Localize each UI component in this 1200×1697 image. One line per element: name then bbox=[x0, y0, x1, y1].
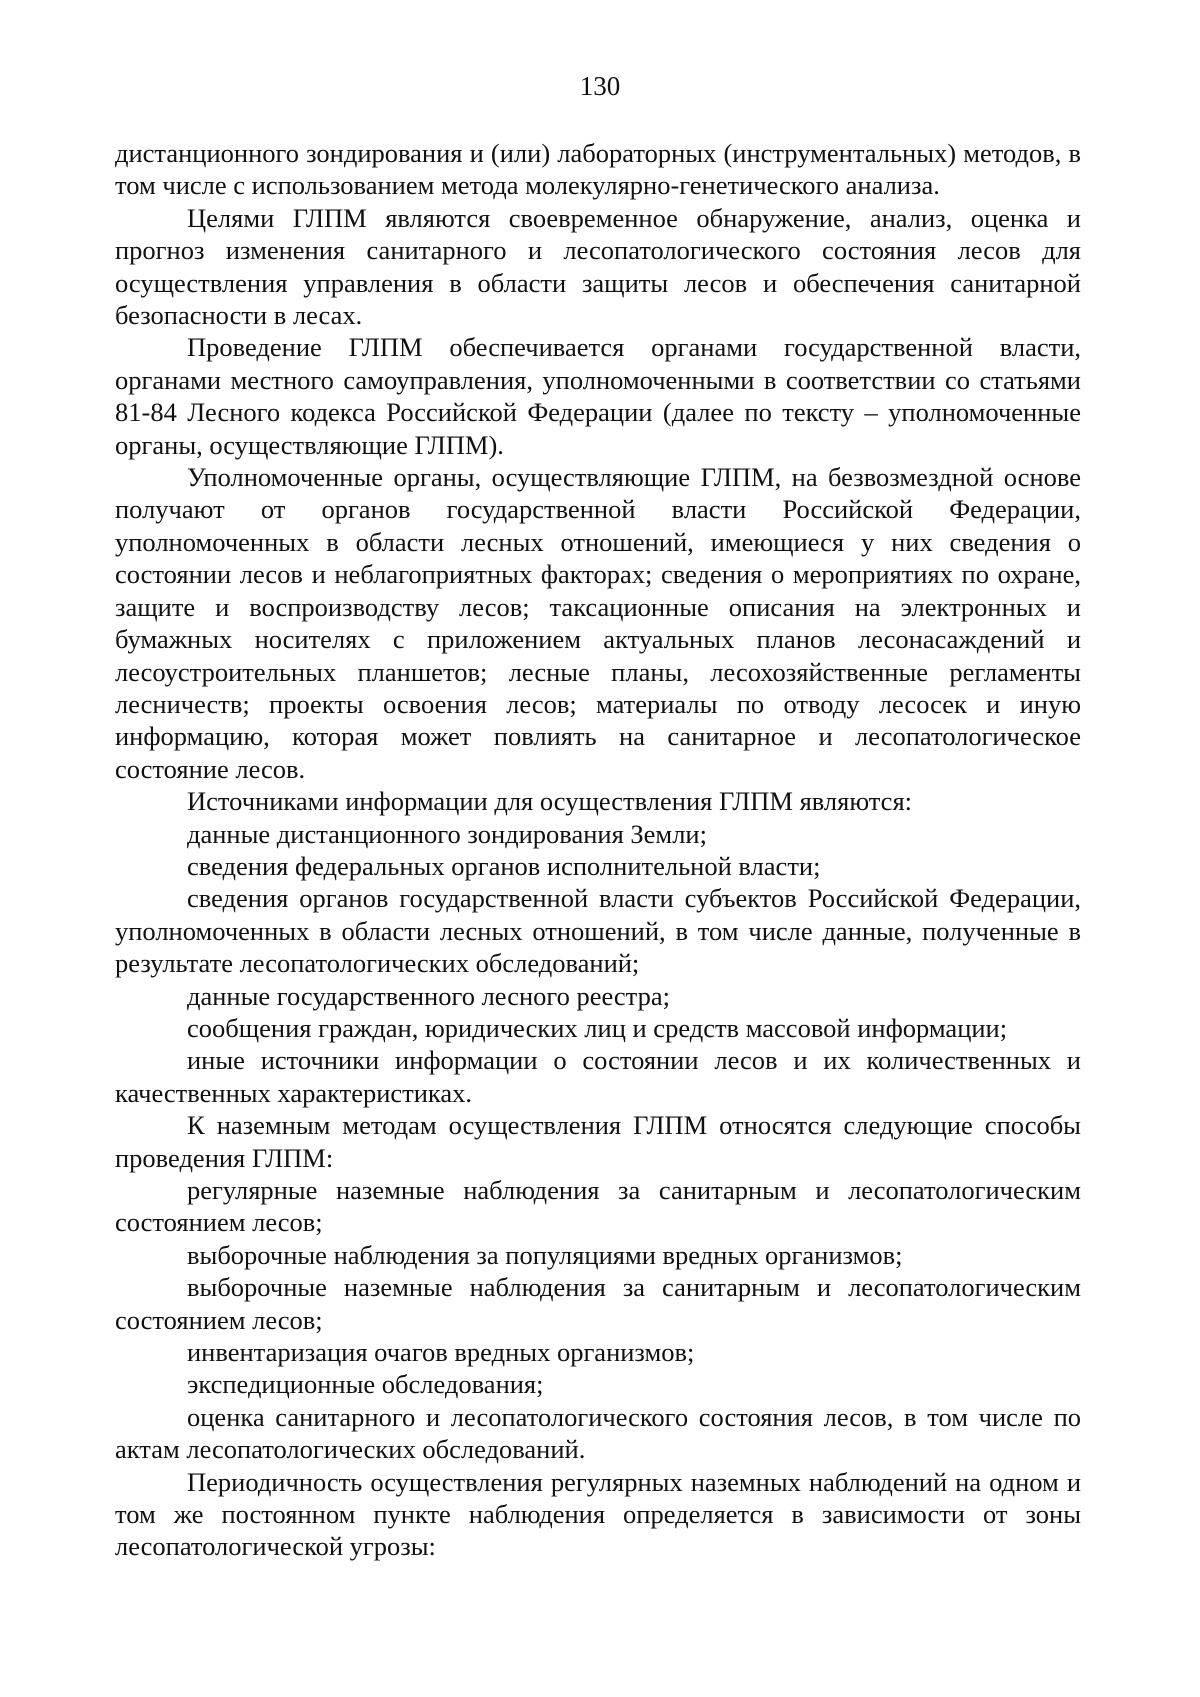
list-item-source: данные государственного лесного реестра; bbox=[187, 980, 670, 1011]
paragraph-methods-intro: К наземным методам осуществления ГЛПМ относятся следующие способы проведения ГЛПМ: bbox=[115, 1110, 1081, 1173]
list-item-method: оценка санитарного и лесопатологического состояния лесов, в том числе по актам лесопатологических обследований. bbox=[115, 1401, 1081, 1465]
list-item-source: сведения органов государственной власти субъектов Российской Федерации, уполномоченных в области лесных отношений, в том числе данные, полученные в результате лесопатологических обследований; bbox=[115, 883, 1081, 979]
list-item-source: сообщения граждан, юридических лиц и средств массовой информации; bbox=[187, 1012, 1008, 1043]
page-number: 130 bbox=[579, 71, 621, 101]
list-item-method: выборочные наблюдения за популяциями вредных организмов; bbox=[187, 1239, 903, 1270]
paragraph-sources-intro: Источниками информации для осуществления ГЛПМ являются: bbox=[187, 786, 912, 817]
list-item-source: сведения федеральных органов исполнительной власти; bbox=[187, 850, 821, 881]
list-item-source: данные дистанционного зондирования Земли; bbox=[187, 818, 707, 849]
list-item-source: иные источники информации о состоянии лесов и их количественных и качественных характеристиках. bbox=[115, 1045, 1081, 1108]
document-body bbox=[115, 137, 1081, 1563]
paragraph-conduct: Проведение ГЛПМ обеспечивается органами государственной власти, органами местного самоуправления, уполномоченными в соответствии со статьями 81-84 Лесного кодекса Российской Федерации (далее по тексту – уполномоченные органы, осуществляющие ГЛПМ). bbox=[115, 332, 1081, 460]
paragraph-goals: Целями ГЛПМ являются своевременное обнаружение, анализ, оценка и прогноз изменения санитарного и лесопатологического состояния лесов для осуществления управления в области защиты лесов и обеспечения санитарной безопасности в лесах. bbox=[115, 202, 1081, 331]
list-item-method: экспедиционные обследования; bbox=[187, 1369, 544, 1400]
paragraph-continuation: дистанционного зондирования и (или) лабораторных (инструментальных) методов, в том числе с использованием метода молекулярно-генетического анализа. bbox=[115, 138, 1081, 201]
list-item-method: инвентаризация очагов вредных организмов; bbox=[187, 1337, 695, 1368]
paragraph-authorized-bodies: Уполномоченные органы, осуществляющие ГЛПМ, на безвозмездной основе получают от органов государственной власти Российской Федерации, уполномоченных в области лесных отношений, имеющиеся у них сведения о состоянии лесов и неблагоприятных факторах; сведения о мероприятиях по охране, защите и воспроизводству лесов; таксационные описания на электронных и бумажных носителях с приложением актуальных планов лесонасаждений и лесоустроительных планшетов; лесные планы, лесохозяйственные регламенты лесничеств; проекты освоения лесов; материалы по отводу лесосек и иную информацию, которая может повлиять на санитарное и лесопатологическое состояние лесов. bbox=[115, 462, 1081, 784]
paragraph-periodicity: Периодичность осуществления регулярных наземных наблюдений на одном и том же постоянном пункте наблюдения определяется в зависимости от зоны лесопатологической угрозы: bbox=[115, 1466, 1081, 1562]
list-item-method: выборочные наземные наблюдения за санитарным и лесопатологическим состоянием лесов; bbox=[115, 1272, 1081, 1335]
list-item-method: регулярные наземные наблюдения за санитарным и лесопатологическим состоянием лесов; bbox=[115, 1175, 1081, 1238]
